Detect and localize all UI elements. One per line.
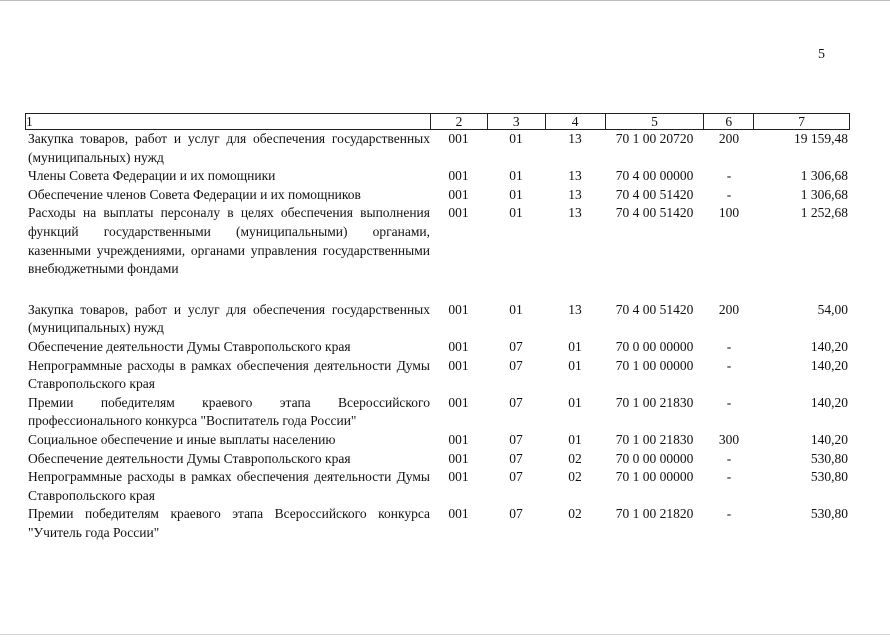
row-col-3: 07 — [509, 338, 523, 354]
row-col-2: 001 — [448, 450, 469, 466]
row-col-2: 001 — [448, 469, 469, 485]
row-col-6: 100 — [718, 205, 740, 221]
row-col-7: 54,00 — [817, 301, 848, 317]
row-col-7: 1 306,68 — [800, 168, 848, 184]
table-row — [25, 357, 850, 394]
table-row — [25, 505, 850, 542]
row-col-3: 01 — [509, 301, 523, 317]
table-row — [25, 468, 850, 505]
row-col-7: 530,80 — [810, 450, 848, 466]
row-name: Социальное обеспечение и иные выплаты населению — [28, 431, 336, 447]
row-col-2: 001 — [448, 431, 469, 447]
row-col-5: 70 4 00 51420 — [615, 301, 694, 317]
row-col-3: 01 — [509, 131, 523, 146]
row-col-2: 001 — [448, 205, 469, 221]
row-name: Премии победителям краевого этапа Всероссийского профессионального конкурса "Воспитатель года России" — [28, 394, 430, 429]
row-col-7: 140,20 — [810, 338, 848, 354]
table-row — [25, 431, 850, 450]
row-col-2: 001 — [448, 301, 469, 317]
row-col-6: - — [726, 506, 732, 522]
row-col-3: 07 — [509, 450, 523, 466]
row-col-5: 70 0 00 00000 — [615, 338, 694, 354]
header-col-6: 6 — [703, 114, 753, 129]
table-row — [25, 450, 850, 469]
row-col-4: 01 — [568, 431, 582, 447]
header-col-1: 1 — [26, 114, 33, 129]
row-name: Премии победителям краевого этапа Всероссийского конкурса "Учитель года России" — [28, 506, 430, 540]
row-col-5: 70 1 00 21830 — [615, 394, 694, 410]
header-col-3: 3 — [487, 114, 545, 129]
row-col-7: 1 252,68 — [800, 205, 848, 221]
row-col-7: 19 159,48 — [794, 131, 848, 146]
budget-table — [25, 113, 850, 542]
header-col-2: 2 — [430, 114, 487, 129]
row-col-2: 001 — [448, 394, 469, 410]
row-col-7: 530,80 — [810, 506, 848, 522]
row-col-5: 70 4 00 51420 — [615, 186, 694, 202]
page-number: 5 — [818, 47, 825, 62]
row-name: Закупка товаров, работ и услуг для обеспечения государственных (муниципальных) нужд — [28, 301, 430, 336]
row-col-6: 300 — [718, 431, 740, 447]
row-name: Обеспечение деятельности Думы Ставропольского края — [28, 450, 351, 466]
row-col-7: 530,80 — [810, 469, 848, 485]
table-row — [25, 338, 850, 357]
row-col-7: 1 306,68 — [800, 186, 848, 202]
row-col-6: 200 — [718, 131, 740, 146]
row-col-7: 140,20 — [810, 357, 848, 373]
row-col-4: 02 — [568, 506, 582, 522]
row-name: Расходы на выплаты персоналу в целях обеспечения выполнения функций государственными (муниципальными) органами, казенными учреждениями, органами управления государственными внебюджетными фондами — [28, 205, 430, 277]
row-col-5: 70 1 00 00000 — [615, 469, 694, 485]
header-col-4: 4 — [545, 114, 605, 129]
scan-edge-top — [0, 0, 890, 1]
row-col-2: 001 — [448, 338, 469, 354]
row-col-3: 07 — [509, 357, 523, 373]
row-col-4: 01 — [568, 394, 582, 410]
row-col-4: 13 — [568, 205, 582, 221]
row-col-4: 02 — [568, 450, 582, 466]
row-col-6: - — [726, 450, 732, 466]
row-col-4: 13 — [568, 301, 582, 317]
row-col-2: 001 — [448, 131, 469, 146]
row-spacer — [25, 279, 850, 301]
row-col-5: 70 1 00 20720 — [615, 131, 694, 146]
row-col-3: 07 — [509, 469, 523, 485]
row-col-6: - — [726, 469, 732, 485]
row-col-6: - — [726, 357, 732, 373]
header-col-7: 7 — [753, 114, 849, 129]
row-col-4: 02 — [568, 469, 582, 485]
row-col-6: - — [726, 338, 732, 354]
table-row — [25, 204, 850, 278]
row-col-2: 001 — [448, 168, 469, 184]
row-col-6: - — [726, 168, 732, 184]
row-col-4: 13 — [568, 168, 582, 184]
table-row — [25, 186, 850, 205]
row-col-3: 07 — [509, 506, 523, 522]
row-name: Обеспечение деятельности Думы Ставропольского края — [28, 338, 351, 354]
table-row — [25, 301, 850, 338]
table-row — [25, 167, 850, 186]
row-col-7: 140,20 — [810, 394, 848, 410]
row-col-3: 07 — [509, 431, 523, 447]
row-col-3: 01 — [509, 168, 523, 184]
row-col-5: 70 4 00 51420 — [615, 205, 694, 221]
row-col-6: - — [726, 186, 732, 202]
row-name: Члены Совета Федерации и их помощники — [28, 168, 276, 184]
row-col-4: 01 — [568, 357, 582, 373]
header-col-5: 5 — [605, 114, 704, 129]
row-name: Непрограммные расходы в рамках обеспечения деятельности Думы Ставропольского края — [28, 469, 430, 503]
row-col-3: 01 — [509, 186, 523, 202]
row-col-4: 13 — [568, 131, 582, 146]
table-row — [25, 394, 850, 431]
row-col-4: 01 — [568, 338, 582, 354]
table-header — [25, 113, 850, 130]
row-name: Закупка товаров, работ и услуг для обеспечения государственных (муниципальных) нужд — [28, 131, 430, 165]
row-col-2: 001 — [448, 186, 469, 202]
row-name: Непрограммные расходы в рамках обеспечения деятельности Думы Ставропольского края — [28, 357, 430, 392]
row-col-5: 70 1 00 21820 — [615, 506, 694, 522]
row-col-5: 70 1 00 21830 — [615, 431, 694, 447]
row-col-3: 01 — [509, 205, 523, 221]
row-name: Обеспечение членов Совета Федерации и их помощников — [28, 186, 361, 202]
scan-edge-bottom — [0, 634, 890, 635]
row-col-3: 07 — [509, 394, 523, 410]
row-col-7: 140,20 — [810, 431, 848, 447]
row-col-6: 200 — [718, 301, 740, 317]
row-col-4: 13 — [568, 186, 582, 202]
row-col-6: - — [726, 394, 732, 410]
table-row — [25, 130, 850, 167]
row-col-2: 001 — [448, 506, 469, 522]
row-col-5: 70 4 00 00000 — [615, 168, 694, 184]
row-col-5: 70 1 00 00000 — [615, 357, 694, 373]
row-col-5: 70 0 00 00000 — [615, 450, 694, 466]
row-col-2: 001 — [448, 357, 469, 373]
